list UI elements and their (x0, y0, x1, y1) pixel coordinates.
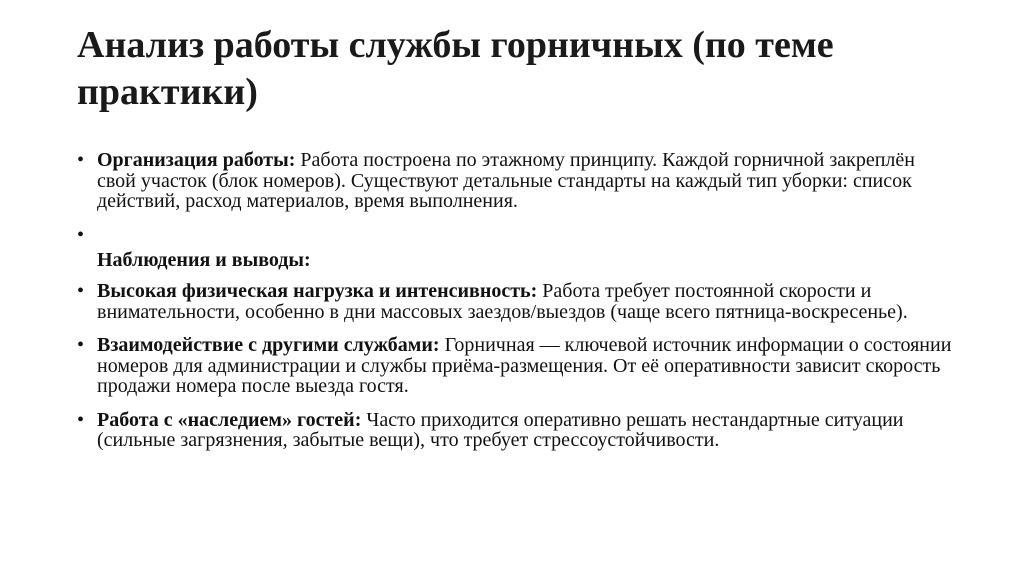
bullet-text: Горничная — ключевой источник информации о состоянии номеров для администрации и службы приёма-размещения. От её оперативности зависит скорость продажи номера после выезда гостя. (97, 334, 952, 397)
bullet-item-interaction (77, 335, 957, 397)
bullet-dot-icon (77, 150, 84, 171)
bullet-item-workload (77, 281, 957, 322)
bullet-item-guest-legacy (77, 410, 957, 451)
bullet-dot-icon (77, 281, 84, 302)
bullet-text: Работа построена по этажному принципу. Каждой горничной закреплён свой участок (блок номеров). Существуют детальные стандарты на каждый тип уборки: список действий, расход материалов, время выполнения. (97, 149, 915, 212)
bullet-label: Организация работы: (97, 149, 296, 171)
bullet-list (77, 150, 957, 464)
bullet-dot-icon (77, 225, 84, 246)
bullet-item-empty (77, 225, 957, 245)
bullet-item-organization (77, 150, 957, 212)
bullet-label: Взаимодействие с другими службами: (97, 334, 440, 356)
bullet-dot-icon (77, 335, 84, 356)
bullet-dot-icon (77, 410, 84, 431)
bullet-label: Работа с «наследием» гостей: (97, 408, 362, 431)
bullet-label: Высокая физическая нагрузка и интенсивность: (97, 280, 538, 302)
section-heading: Наблюдения и выводы: (97, 248, 311, 271)
slide-title: Анализ работы службы горничных (по теме практики) (77, 24, 834, 113)
bullet-text: Часто приходится оперативно решать нестандартные ситуации (сильные загрязнения, забытые вещи), что требует стрессоустойчивости. (97, 408, 904, 451)
bullet-text: Работа требует постоянной скорости и внимательности, особенно в дни массовых заездов/выездов (чаще всего пятница-воскресенье). (97, 280, 908, 323)
